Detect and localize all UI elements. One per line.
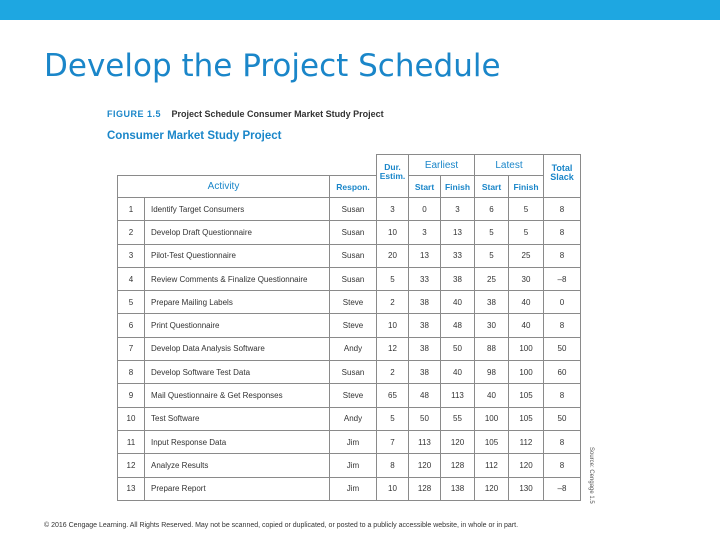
row-number: 12 [118, 454, 145, 477]
copyright-footer: © 2016 Cengage Learning. All Rights Reserved. May not be scanned, copied or duplicated, or posted to a publicly accessible website, in whole or in part. [44, 522, 519, 529]
earliest-finish: 13 [441, 221, 475, 244]
earliest-start: 113 [409, 430, 441, 453]
responsible: Steve [330, 291, 377, 314]
table-subtitle: Consumer Market Study Project [107, 130, 282, 142]
table-row [118, 384, 581, 407]
header-total-slack: Total Slack [544, 155, 581, 198]
earliest-finish: 113 [441, 384, 475, 407]
table-row [118, 454, 581, 477]
figure-number: FIGURE 1.5 [107, 109, 162, 119]
header-earliest: Earliest [409, 155, 475, 176]
row-number: 8 [118, 361, 145, 384]
duration: 20 [377, 244, 409, 267]
header-duration: Dur. Estim. [377, 155, 409, 198]
header-group-row [118, 155, 581, 176]
earliest-finish: 50 [441, 337, 475, 360]
responsible: Susan [330, 198, 377, 221]
earliest-start: 128 [409, 477, 441, 500]
activity-name: Mail Questionnaire & Get Responses [145, 384, 330, 407]
earliest-finish: 38 [441, 267, 475, 290]
total-slack: 0 [544, 291, 581, 314]
figure-label [107, 109, 384, 119]
header-blank [118, 155, 377, 176]
latest-finish: 112 [509, 430, 544, 453]
responsible: Steve [330, 384, 377, 407]
row-number: 7 [118, 337, 145, 360]
activity-name: Develop Software Test Data [145, 361, 330, 384]
table-row [118, 337, 581, 360]
row-number: 11 [118, 430, 145, 453]
row-number: 5 [118, 291, 145, 314]
earliest-start: 33 [409, 267, 441, 290]
header-latest-finish: Finish [509, 176, 544, 198]
activity-name: Input Response Data [145, 430, 330, 453]
table-row [118, 314, 581, 337]
earliest-start: 38 [409, 361, 441, 384]
latest-start: 6 [475, 198, 509, 221]
row-number: 1 [118, 198, 145, 221]
duration: 10 [377, 221, 409, 244]
latest-finish: 5 [509, 198, 544, 221]
earliest-start: 48 [409, 384, 441, 407]
earliest-start: 50 [409, 407, 441, 430]
latest-start: 112 [475, 454, 509, 477]
responsible: Susan [330, 221, 377, 244]
total-slack: –8 [544, 267, 581, 290]
earliest-start: 38 [409, 314, 441, 337]
latest-finish: 100 [509, 337, 544, 360]
latest-finish: 120 [509, 454, 544, 477]
table-row [118, 267, 581, 290]
earliest-start: 38 [409, 337, 441, 360]
duration: 10 [377, 477, 409, 500]
duration: 8 [377, 454, 409, 477]
header-respon: Respon. [330, 176, 377, 198]
table-row [118, 291, 581, 314]
total-slack: 8 [544, 314, 581, 337]
activity-name: Pilot-Test Questionnaire [145, 244, 330, 267]
latest-start: 5 [475, 244, 509, 267]
latest-finish: 30 [509, 267, 544, 290]
responsible: Jim [330, 477, 377, 500]
latest-start: 88 [475, 337, 509, 360]
earliest-start: 3 [409, 221, 441, 244]
total-slack: 50 [544, 337, 581, 360]
row-number: 3 [118, 244, 145, 267]
header-earliest-start: Start [409, 176, 441, 198]
row-number: 9 [118, 384, 145, 407]
duration: 5 [377, 407, 409, 430]
duration: 2 [377, 291, 409, 314]
activity-name: Test Software [145, 407, 330, 430]
total-slack: 8 [544, 244, 581, 267]
responsible: Susan [330, 244, 377, 267]
latest-finish: 105 [509, 384, 544, 407]
responsible: Andy [330, 407, 377, 430]
total-slack: 60 [544, 361, 581, 384]
header-activity: Activity [118, 176, 330, 198]
responsible: Jim [330, 430, 377, 453]
activity-name: Identify Target Consumers [145, 198, 330, 221]
earliest-finish: 138 [441, 477, 475, 500]
total-slack: 8 [544, 198, 581, 221]
project-schedule-table [117, 154, 581, 501]
responsible: Jim [330, 454, 377, 477]
activity-name: Prepare Mailing Labels [145, 291, 330, 314]
earliest-start: 13 [409, 244, 441, 267]
activity-name: Review Comments & Finalize Questionnaire [145, 267, 330, 290]
duration: 5 [377, 267, 409, 290]
row-number: 2 [118, 221, 145, 244]
row-number: 6 [118, 314, 145, 337]
responsible: Susan [330, 267, 377, 290]
earliest-finish: 55 [441, 407, 475, 430]
earliest-finish: 48 [441, 314, 475, 337]
latest-start: 38 [475, 291, 509, 314]
slide-title: Develop the Project Schedule [44, 48, 501, 84]
latest-finish: 40 [509, 314, 544, 337]
responsible: Steve [330, 314, 377, 337]
earliest-finish: 33 [441, 244, 475, 267]
duration: 3 [377, 198, 409, 221]
activity-name: Develop Data Analysis Software [145, 337, 330, 360]
row-number: 13 [118, 477, 145, 500]
table-row [118, 198, 581, 221]
table-row [118, 361, 581, 384]
earliest-start: 120 [409, 454, 441, 477]
table-row [118, 407, 581, 430]
earliest-finish: 40 [441, 291, 475, 314]
latest-start: 100 [475, 407, 509, 430]
latest-start: 25 [475, 267, 509, 290]
row-number: 10 [118, 407, 145, 430]
total-slack: 8 [544, 221, 581, 244]
table-row [118, 477, 581, 500]
figure-caption: Project Schedule Consumer Market Study Project [171, 109, 384, 119]
row-number: 4 [118, 267, 145, 290]
responsible: Susan [330, 361, 377, 384]
table-row [118, 430, 581, 453]
activity-name: Print Questionnaire [145, 314, 330, 337]
activity-name: Develop Draft Questionnaire [145, 221, 330, 244]
activity-name: Analyze Results [145, 454, 330, 477]
table-row [118, 244, 581, 267]
latest-start: 105 [475, 430, 509, 453]
latest-start: 98 [475, 361, 509, 384]
header-latest-start: Start [475, 176, 509, 198]
total-slack: 50 [544, 407, 581, 430]
latest-finish: 25 [509, 244, 544, 267]
latest-finish: 100 [509, 361, 544, 384]
duration: 12 [377, 337, 409, 360]
total-slack: –8 [544, 477, 581, 500]
duration: 2 [377, 361, 409, 384]
earliest-start: 38 [409, 291, 441, 314]
responsible: Andy [330, 337, 377, 360]
header-earliest-finish: Finish [441, 176, 475, 198]
header-row [118, 176, 581, 198]
latest-start: 120 [475, 477, 509, 500]
header-latest: Latest [475, 155, 544, 176]
earliest-start: 0 [409, 198, 441, 221]
total-slack: 8 [544, 430, 581, 453]
total-slack: 8 [544, 454, 581, 477]
activity-name: Prepare Report [145, 477, 330, 500]
earliest-finish: 128 [441, 454, 475, 477]
total-slack: 8 [544, 384, 581, 407]
latest-finish: 105 [509, 407, 544, 430]
side-credit: Source: Cengage 1.5 [588, 447, 594, 504]
latest-start: 40 [475, 384, 509, 407]
latest-start: 30 [475, 314, 509, 337]
latest-finish: 130 [509, 477, 544, 500]
table-row [118, 221, 581, 244]
latest-finish: 5 [509, 221, 544, 244]
earliest-finish: 120 [441, 430, 475, 453]
duration: 7 [377, 430, 409, 453]
earliest-finish: 3 [441, 198, 475, 221]
top-accent-bar [0, 0, 720, 20]
duration: 65 [377, 384, 409, 407]
latest-start: 5 [475, 221, 509, 244]
latest-finish: 40 [509, 291, 544, 314]
duration: 10 [377, 314, 409, 337]
earliest-finish: 40 [441, 361, 475, 384]
